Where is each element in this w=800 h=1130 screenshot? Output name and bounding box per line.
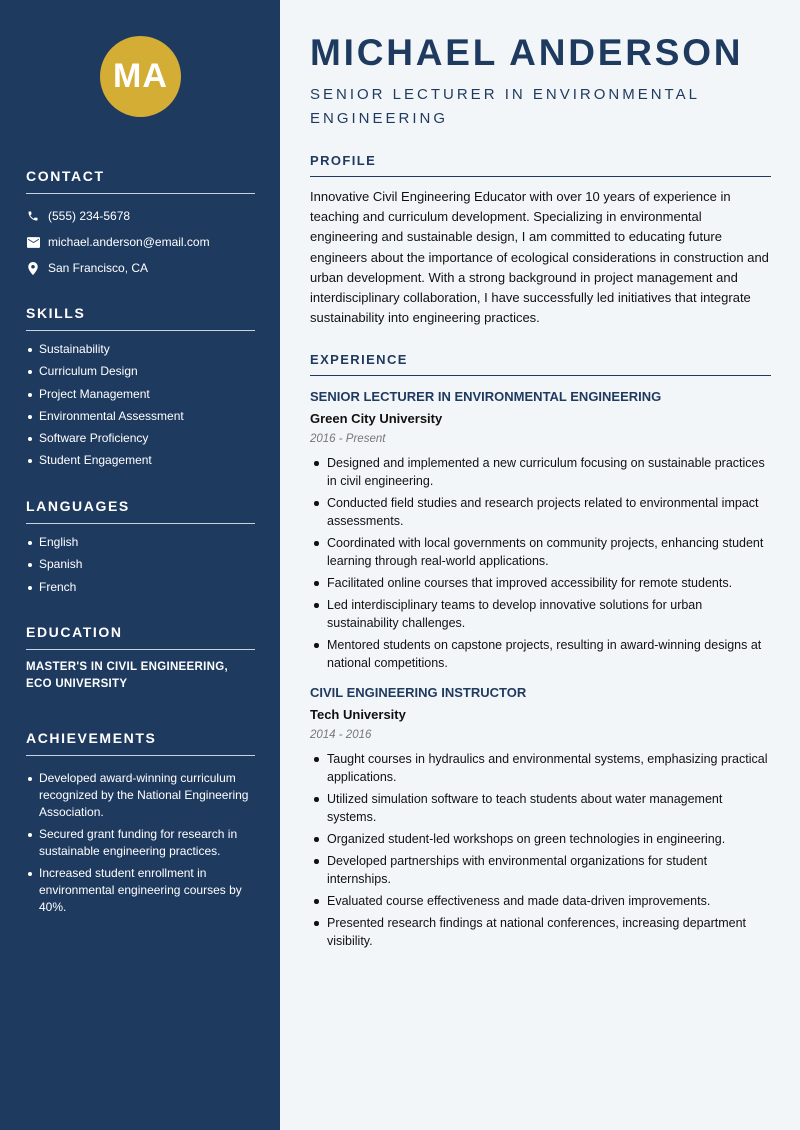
education-section bbox=[26, 624, 255, 693]
phone-icon bbox=[26, 209, 40, 223]
candidate-name: MICHAEL ANDERSON bbox=[310, 32, 744, 73]
email-icon bbox=[26, 235, 40, 249]
achievements-list bbox=[26, 770, 255, 916]
experience-section bbox=[310, 352, 771, 954]
contact-section bbox=[26, 168, 255, 281]
job-company: Green City University bbox=[310, 411, 443, 426]
job-bullet: Coordinated with local governments on community projects, enhancing student learning through real-world applications. bbox=[310, 534, 771, 570]
avatar-initials: MA bbox=[100, 36, 181, 117]
email-text: michael.anderson@email.com bbox=[48, 235, 210, 249]
languages-heading: LANGUAGES bbox=[26, 498, 255, 524]
achievement-item: Increased student enrollment in environmental engineering courses by 40%. bbox=[26, 865, 255, 916]
profile-heading: PROFILE bbox=[310, 153, 771, 177]
skills-section bbox=[26, 305, 255, 475]
experience-heading: EXPERIENCE bbox=[310, 352, 771, 376]
achievement-item: Developed award-winning curriculum recognized by the National Engineering Association. bbox=[26, 770, 255, 821]
job-company: Tech University bbox=[310, 707, 406, 722]
skill-item: Software Proficiency bbox=[26, 430, 255, 447]
phone-text: (555) 234-5678 bbox=[48, 209, 131, 223]
achievements-section bbox=[26, 730, 255, 921]
contact-email bbox=[26, 229, 255, 255]
education-heading: EDUCATION bbox=[26, 624, 255, 650]
job-bullet: Organized student-led workshops on green technologies in engineering. bbox=[310, 830, 771, 848]
job-bullet: Designed and implemented a new curriculum focusing on sustainable practices in civil engineering. bbox=[310, 454, 771, 490]
job-bullet: Facilitated online courses that improved accessibility for remote students. bbox=[310, 574, 771, 592]
profile-text: Innovative Civil Engineering Educator with over 10 years of experience in teaching and curriculum development. Specializing in environmental engineering and sustainable design, I am committed to educating future engineers about the importance of ecological considerations in construction and urban development. With a strong background in project management and interdisciplinary collaboration, I have successfully led initiatives that integrate sustainability into engineering practices. bbox=[310, 189, 769, 326]
job-bullet: Mentored students on capstone projects, resulting in award-winning designs at national competitions. bbox=[310, 636, 771, 672]
sidebar bbox=[0, 0, 280, 1130]
language-item: French bbox=[26, 579, 255, 596]
location-pin-icon bbox=[26, 261, 40, 275]
job-dates: 2016 - Present bbox=[310, 433, 386, 445]
skill-item: Environmental Assessment bbox=[26, 408, 255, 425]
job-bullet: Presented research findings at national conferences, increasing department visibility. bbox=[310, 914, 771, 950]
contact-location bbox=[26, 255, 255, 281]
skill-item: Student Engagement bbox=[26, 452, 255, 469]
profile-section bbox=[310, 153, 771, 328]
location-text: San Francisco, CA bbox=[48, 261, 149, 275]
skills-list bbox=[26, 341, 255, 469]
skill-item: Curriculum Design bbox=[26, 363, 255, 380]
job-title: SENIOR LECTURER IN ENVIRONMENTAL ENGINEERING bbox=[310, 389, 662, 404]
job-bullet: Conducted field studies and research projects related to environmental impact assessments. bbox=[310, 494, 771, 530]
candidate-title: SENIOR LECTURER IN ENVIRONMENTAL ENGINEERING bbox=[310, 86, 700, 127]
job-bullet: Taught courses in hydraulics and environmental systems, emphasizing practical applications. bbox=[310, 750, 771, 786]
language-item: English bbox=[26, 534, 255, 551]
achievement-item: Secured grant funding for research in sustainable engineering practices. bbox=[26, 826, 255, 860]
language-item: Spanish bbox=[26, 556, 255, 573]
skill-item: Project Management bbox=[26, 386, 255, 403]
job-entry bbox=[310, 389, 771, 672]
achievements-heading: ACHIEVEMENTS bbox=[26, 730, 255, 756]
job-dates: 2014 - 2016 bbox=[310, 729, 372, 741]
contact-phone bbox=[26, 203, 255, 229]
education-degree: MASTER'S IN CIVIL ENGINEERING, ECO UNIVERSITY bbox=[26, 661, 228, 690]
skills-heading: SKILLS bbox=[26, 305, 255, 331]
skill-item: Sustainability bbox=[26, 341, 255, 358]
job-entry bbox=[310, 685, 771, 950]
job-bullet: Led interdisciplinary teams to develop innovative solutions for urban sustainability challenges. bbox=[310, 596, 771, 632]
job-bullet: Evaluated course effectiveness and made data-driven improvements. bbox=[310, 892, 771, 910]
job-title: CIVIL ENGINEERING INSTRUCTOR bbox=[310, 685, 527, 700]
job-bullets bbox=[310, 750, 771, 950]
contact-heading: CONTACT bbox=[26, 168, 255, 194]
languages-list bbox=[26, 534, 255, 596]
job-bullets bbox=[310, 454, 771, 672]
job-bullet: Developed partnerships with environmental organizations for student internships. bbox=[310, 852, 771, 888]
job-bullet: Utilized simulation software to teach students about water management systems. bbox=[310, 790, 771, 826]
languages-section bbox=[26, 498, 255, 601]
